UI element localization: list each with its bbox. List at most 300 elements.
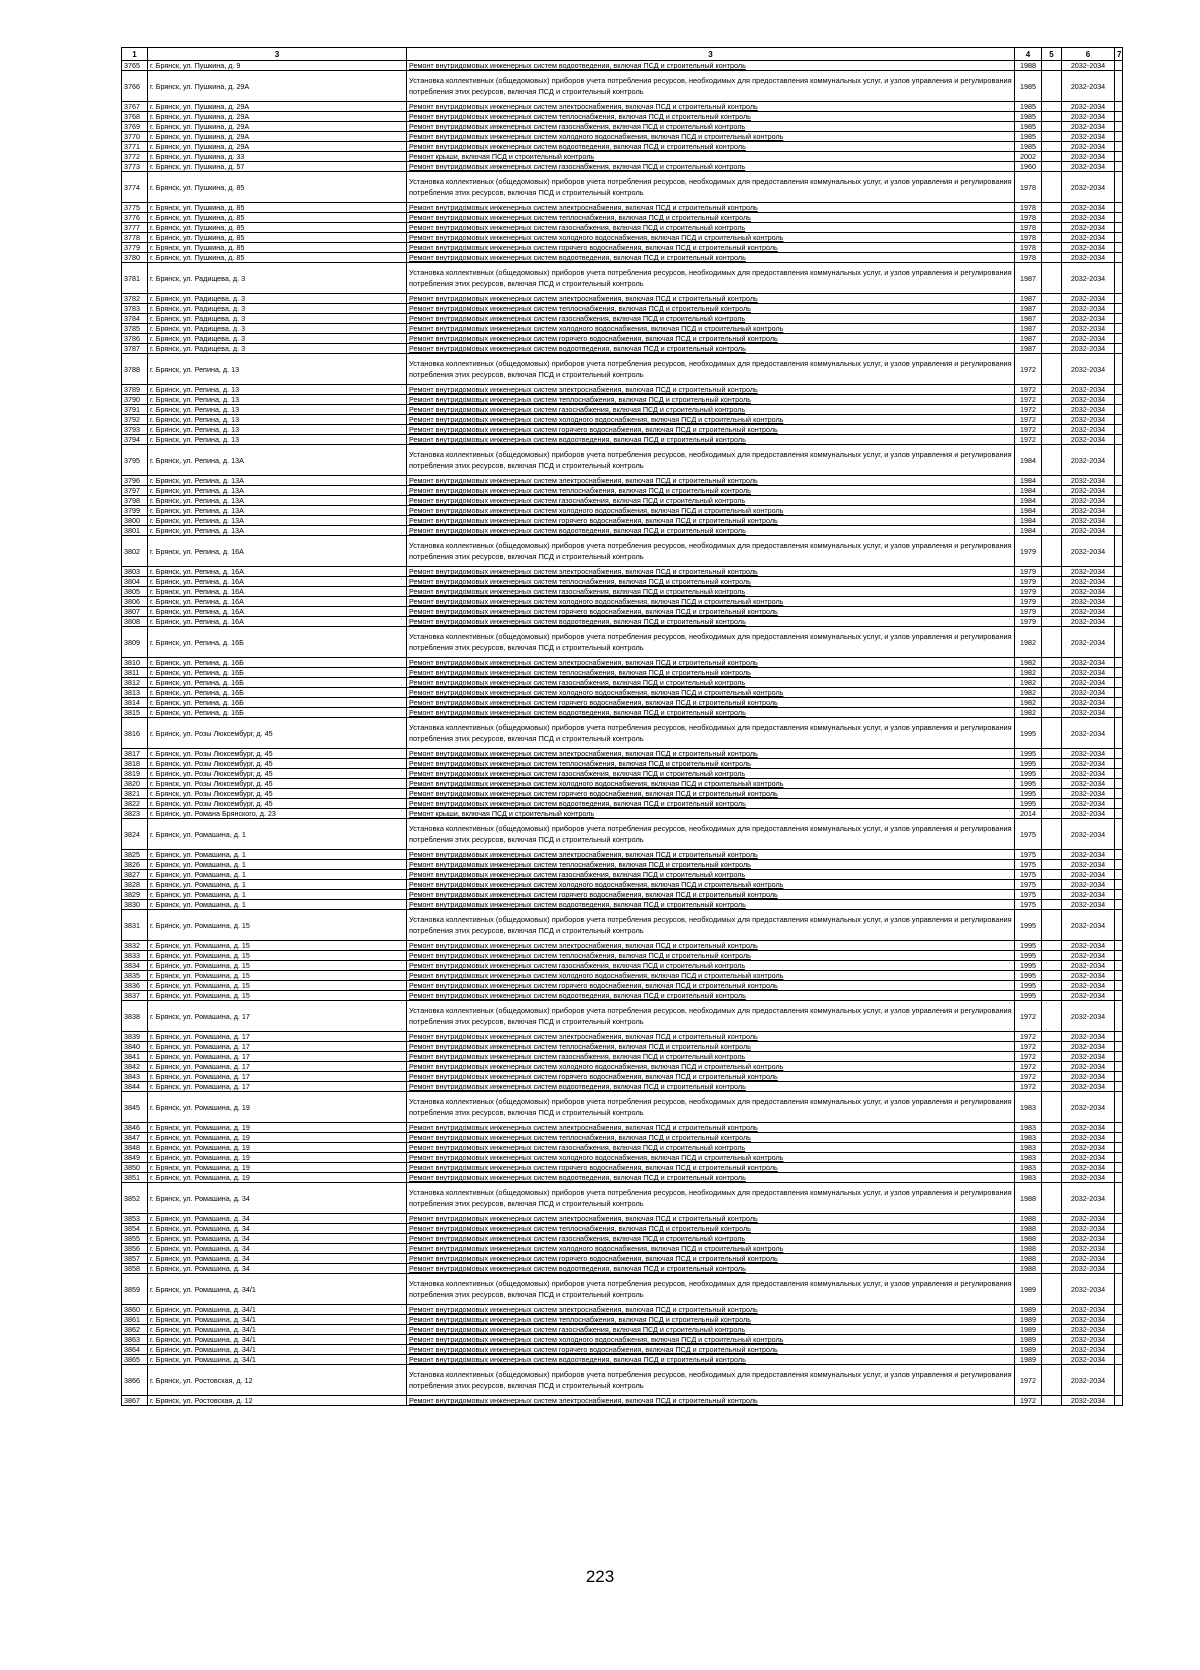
col-7-cell xyxy=(1115,1133,1123,1143)
period-cell: 2032-2034 xyxy=(1062,61,1115,71)
col-7-cell xyxy=(1115,819,1123,850)
period-cell: 2032-2034 xyxy=(1062,122,1115,132)
work-type-cell: Установка коллективных (общедомовых) приборов учета потребления ресурсов, необходимых для предоставления коммунальных услуг, и узлов управления и регулирования потребления этих ресурсов, включая ПСД и строительный контроль xyxy=(407,1365,1015,1396)
work-type-cell: Ремонт внутридомовых инженерных систем холодного водоснабжения, включая ПСД и строительный контроль xyxy=(407,415,1015,425)
col-7-cell xyxy=(1115,1123,1123,1133)
row-number-cell: 3843 xyxy=(122,1072,148,1082)
row-number-cell: 3775 xyxy=(122,203,148,213)
row-number-cell: 3849 xyxy=(122,1153,148,1163)
col-7-cell xyxy=(1115,1052,1123,1062)
year-built-cell: 1985 xyxy=(1015,142,1042,152)
table-row xyxy=(122,779,1123,789)
col-5-cell xyxy=(1042,971,1062,981)
row-number-cell: 3834 xyxy=(122,961,148,971)
col-5-cell xyxy=(1042,1123,1062,1133)
table-row xyxy=(122,1355,1123,1365)
period-cell: 2032-2034 xyxy=(1062,769,1115,779)
col-5-cell xyxy=(1042,1072,1062,1082)
table-row xyxy=(122,445,1123,476)
address-cell: г. Брянск, ул. Репина, д. 13 xyxy=(148,385,407,395)
table-row xyxy=(122,476,1123,486)
period-cell: 2032-2034 xyxy=(1062,870,1115,880)
col-7-cell xyxy=(1115,1325,1123,1335)
col-5-cell xyxy=(1042,587,1062,597)
col-5-cell xyxy=(1042,516,1062,526)
col-5-cell xyxy=(1042,658,1062,668)
col-7-cell xyxy=(1115,890,1123,900)
table-row xyxy=(122,951,1123,961)
year-built-cell: 1985 xyxy=(1015,122,1042,132)
period-cell: 2032-2034 xyxy=(1062,142,1115,152)
table-row xyxy=(122,1052,1123,1062)
year-built-cell: 1972 xyxy=(1015,415,1042,425)
col-5-cell xyxy=(1042,688,1062,698)
period-cell: 2032-2034 xyxy=(1062,971,1115,981)
address-cell: г. Брянск, ул. Ромашина, д. 34 xyxy=(148,1183,407,1214)
row-number-cell: 3807 xyxy=(122,607,148,617)
col-7-cell xyxy=(1115,425,1123,435)
col-5-cell xyxy=(1042,900,1062,910)
col-5-cell xyxy=(1042,536,1062,567)
year-built-cell: 1989 xyxy=(1015,1335,1042,1345)
col-7-cell xyxy=(1115,415,1123,425)
work-type-cell: Установка коллективных (общедомовых) приборов учета потребления ресурсов, необходимых для предоставления коммунальных услуг, и узлов управления и регулирования потребления этих ресурсов, включая ПСД и строительный контроль xyxy=(407,71,1015,102)
period-cell: 2032-2034 xyxy=(1062,425,1115,435)
row-number-cell: 3797 xyxy=(122,486,148,496)
col-7-cell xyxy=(1115,850,1123,860)
period-cell: 2032-2034 xyxy=(1062,577,1115,587)
col-7-cell xyxy=(1115,1305,1123,1315)
table-row xyxy=(122,941,1123,951)
table-row xyxy=(122,294,1123,304)
table-row xyxy=(122,1264,1123,1274)
work-type-cell: Ремонт внутридомовых инженерных систем водоотведения, включая ПСД и строительный контроль xyxy=(407,1264,1015,1274)
work-type-cell: Ремонт внутридомовых инженерных систем холодного водоснабжения, включая ПСД и строительный контроль xyxy=(407,233,1015,243)
col-7-cell xyxy=(1115,900,1123,910)
col-5-cell xyxy=(1042,1355,1062,1365)
year-built-cell: 1975 xyxy=(1015,870,1042,880)
year-built-cell: 1995 xyxy=(1015,779,1042,789)
address-cell: г. Брянск, ул. Репина, д. 13А xyxy=(148,445,407,476)
page-number: 223 xyxy=(585,1567,615,1586)
address-cell: г. Брянск, ул. Репина, д. 13 xyxy=(148,435,407,445)
work-type-cell: Установка коллективных (общедомовых) приборов учета потребления ресурсов, необходимых для предоставления коммунальных услуг, и узлов управления и регулирования потребления этих ресурсов, включая ПСД и строительный контроль xyxy=(407,263,1015,294)
col-7-cell xyxy=(1115,941,1123,951)
work-type-cell: Ремонт крыши, включая ПСД и строительный контроль xyxy=(407,809,1015,819)
row-number-cell: 3809 xyxy=(122,627,148,658)
work-type-cell: Ремонт внутридомовых инженерных систем электроснабжения, включая ПСД и строительный контроль xyxy=(407,658,1015,668)
col-7-cell xyxy=(1115,324,1123,334)
col-7-cell xyxy=(1115,203,1123,213)
year-built-cell: 1985 xyxy=(1015,112,1042,122)
row-number-cell: 3862 xyxy=(122,1325,148,1335)
col-5-cell xyxy=(1042,395,1062,405)
period-cell: 2032-2034 xyxy=(1062,1133,1115,1143)
period-cell: 2032-2034 xyxy=(1062,941,1115,951)
table-row xyxy=(122,1133,1123,1143)
col-7-cell xyxy=(1115,587,1123,597)
col-7-cell xyxy=(1115,1335,1123,1345)
table-row xyxy=(122,304,1123,314)
row-number-cell: 3833 xyxy=(122,951,148,961)
row-number-cell: 3837 xyxy=(122,991,148,1001)
table-row xyxy=(122,567,1123,577)
col-5-cell xyxy=(1042,718,1062,749)
col-5-cell xyxy=(1042,253,1062,263)
address-cell: г. Брянск, ул. Пушкина, д. 29А xyxy=(148,71,407,102)
address-cell: г. Брянск, ул. Розы Люксембург, д. 45 xyxy=(148,799,407,809)
col-5-cell xyxy=(1042,61,1062,71)
col-5-cell xyxy=(1042,476,1062,486)
address-cell: г. Брянск, ул. Репина, д. 16А xyxy=(148,607,407,617)
header-col-4: 4 xyxy=(1015,48,1042,61)
year-built-cell: 1995 xyxy=(1015,769,1042,779)
col-7-cell xyxy=(1115,749,1123,759)
year-built-cell: 1975 xyxy=(1015,880,1042,890)
year-built-cell: 1983 xyxy=(1015,1153,1042,1163)
table-row xyxy=(122,759,1123,769)
work-type-cell: Ремонт внутридомовых инженерных систем холодного водоснабжения, включая ПСД и строительный контроль xyxy=(407,597,1015,607)
row-number-cell: 3848 xyxy=(122,1143,148,1153)
table-row xyxy=(122,152,1123,162)
address-cell: г. Брянск, ул. Репина, д. 16Б xyxy=(148,658,407,668)
col-5-cell xyxy=(1042,314,1062,324)
row-number-cell: 3803 xyxy=(122,567,148,577)
address-cell: г. Брянск, ул. Ромашина, д. 19 xyxy=(148,1173,407,1183)
year-built-cell: 1960 xyxy=(1015,162,1042,172)
address-cell: г. Брянск, ул. Репина, д. 16А xyxy=(148,617,407,627)
work-type-cell: Ремонт внутридомовых инженерных систем электроснабжения, включая ПСД и строительный контроль xyxy=(407,941,1015,951)
table-row xyxy=(122,122,1123,132)
col-5-cell xyxy=(1042,405,1062,415)
row-number-cell: 3782 xyxy=(122,294,148,304)
period-cell: 2032-2034 xyxy=(1062,627,1115,658)
period-cell: 2032-2034 xyxy=(1062,1325,1115,1335)
year-built-cell: 1972 xyxy=(1015,1365,1042,1396)
address-cell: г. Брянск, ул. Ромашина, д. 34/1 xyxy=(148,1335,407,1345)
period-cell: 2032-2034 xyxy=(1062,243,1115,253)
col-5-cell xyxy=(1042,1052,1062,1062)
period-cell: 2032-2034 xyxy=(1062,1264,1115,1274)
period-cell: 2032-2034 xyxy=(1062,304,1115,314)
address-cell: г. Брянск, ул. Ромашина, д. 34/1 xyxy=(148,1315,407,1325)
work-type-cell: Ремонт внутридомовых инженерных систем водоотведения, включая ПСД и строительный контроль xyxy=(407,1173,1015,1183)
table-row xyxy=(122,769,1123,779)
row-number-cell: 3840 xyxy=(122,1042,148,1052)
table-row xyxy=(122,334,1123,344)
row-number-cell: 3810 xyxy=(122,658,148,668)
table-row xyxy=(122,607,1123,617)
year-built-cell: 1984 xyxy=(1015,526,1042,536)
work-type-cell: Ремонт внутридомовых инженерных систем электроснабжения, включая ПСД и строительный контроль xyxy=(407,850,1015,860)
work-type-cell: Ремонт внутридомовых инженерных систем холодного водоснабжения, включая ПСД и строительный контроль xyxy=(407,688,1015,698)
row-number-cell: 3805 xyxy=(122,587,148,597)
work-type-cell: Ремонт внутридомовых инженерных систем теплоснабжения, включая ПСД и строительный контроль xyxy=(407,1042,1015,1052)
row-number-cell: 3786 xyxy=(122,334,148,344)
year-built-cell: 1995 xyxy=(1015,759,1042,769)
year-built-cell: 1972 xyxy=(1015,385,1042,395)
period-cell: 2032-2034 xyxy=(1062,152,1115,162)
table-row xyxy=(122,860,1123,870)
table-row xyxy=(122,1315,1123,1325)
table-row xyxy=(122,718,1123,749)
table-row xyxy=(122,1254,1123,1264)
year-built-cell: 1979 xyxy=(1015,607,1042,617)
row-number-cell: 3829 xyxy=(122,890,148,900)
table-row xyxy=(122,1335,1123,1345)
work-type-cell: Ремонт внутридомовых инженерных систем холодного водоснабжения, включая ПСД и строительный контроль xyxy=(407,506,1015,516)
table-row xyxy=(122,425,1123,435)
row-number-cell: 3812 xyxy=(122,678,148,688)
col-5-cell xyxy=(1042,779,1062,789)
work-type-cell: Ремонт внутридомовых инженерных систем электроснабжения, включая ПСД и строительный контроль xyxy=(407,749,1015,759)
period-cell: 2032-2034 xyxy=(1062,233,1115,243)
year-built-cell: 1978 xyxy=(1015,233,1042,243)
row-number-cell: 3820 xyxy=(122,779,148,789)
table-row xyxy=(122,1072,1123,1082)
table-row xyxy=(122,1163,1123,1173)
col-5-cell xyxy=(1042,162,1062,172)
table-row xyxy=(122,395,1123,405)
work-type-cell: Установка коллективных (общедомовых) приборов учета потребления ресурсов, необходимых для предоставления коммунальных услуг, и узлов управления и регулирования потребления этих ресурсов, включая ПСД и строительный контроль xyxy=(407,1274,1015,1305)
col-7-cell xyxy=(1115,142,1123,152)
col-5-cell xyxy=(1042,789,1062,799)
year-built-cell: 1983 xyxy=(1015,1123,1042,1133)
col-5-cell xyxy=(1042,243,1062,253)
col-5-cell xyxy=(1042,819,1062,850)
col-5-cell xyxy=(1042,668,1062,678)
period-cell: 2032-2034 xyxy=(1062,71,1115,102)
table-row xyxy=(122,1345,1123,1355)
col-7-cell xyxy=(1115,1274,1123,1305)
col-7-cell xyxy=(1115,961,1123,971)
work-type-cell: Ремонт внутридомовых инженерных систем холодного водоснабжения, включая ПСД и строительный контроль xyxy=(407,132,1015,142)
year-built-cell: 1995 xyxy=(1015,941,1042,951)
year-built-cell: 1983 xyxy=(1015,1133,1042,1143)
period-cell: 2032-2034 xyxy=(1062,1244,1115,1254)
row-number-cell: 3773 xyxy=(122,162,148,172)
row-number-cell: 3864 xyxy=(122,1345,148,1355)
year-built-cell: 1978 xyxy=(1015,172,1042,203)
col-7-cell xyxy=(1115,688,1123,698)
table-row xyxy=(122,1274,1123,1305)
period-cell: 2032-2034 xyxy=(1062,223,1115,233)
capital-repair-table xyxy=(121,47,1123,1406)
table-row xyxy=(122,506,1123,516)
address-cell: г. Брянск, ул. Ромашина, д. 1 xyxy=(148,900,407,910)
col-5-cell xyxy=(1042,334,1062,344)
col-5-cell xyxy=(1042,1234,1062,1244)
period-cell: 2032-2034 xyxy=(1062,314,1115,324)
header-col-3: 3 xyxy=(407,48,1015,61)
row-number-cell: 3825 xyxy=(122,850,148,860)
address-cell: г. Брянск, ул. Розы Люксембург, д. 45 xyxy=(148,779,407,789)
document-sheet xyxy=(121,47,1122,1406)
row-number-cell: 3790 xyxy=(122,395,148,405)
year-built-cell: 1989 xyxy=(1015,1315,1042,1325)
address-cell: г. Брянск, ул. Репина, д. 13А xyxy=(148,516,407,526)
table-row xyxy=(122,1082,1123,1092)
work-type-cell: Ремонт крыши, включая ПСД и строительный контроль xyxy=(407,152,1015,162)
work-type-cell: Ремонт внутридомовых инженерных систем горячего водоснабжения, включая ПСД и строительный контроль xyxy=(407,890,1015,900)
period-cell: 2032-2034 xyxy=(1062,1092,1115,1123)
work-type-cell: Ремонт внутридомовых инженерных систем холодного водоснабжения, включая ПСД и строительный контроль xyxy=(407,1153,1015,1163)
col-7-cell xyxy=(1115,789,1123,799)
col-7-cell xyxy=(1115,496,1123,506)
period-cell: 2032-2034 xyxy=(1062,1355,1115,1365)
col-5-cell xyxy=(1042,102,1062,112)
year-built-cell: 1995 xyxy=(1015,789,1042,799)
col-5-cell xyxy=(1042,1396,1062,1406)
work-type-cell: Ремонт внутридомовых инженерных систем холодного водоснабжения, включая ПСД и строительный контроль xyxy=(407,324,1015,334)
table-row xyxy=(122,415,1123,425)
address-cell: г. Брянск, ул. Ромашина, д. 17 xyxy=(148,1052,407,1062)
col-5-cell xyxy=(1042,233,1062,243)
col-5-cell xyxy=(1042,1092,1062,1123)
year-built-cell: 1972 xyxy=(1015,425,1042,435)
year-built-cell: 1982 xyxy=(1015,627,1042,658)
table-row xyxy=(122,354,1123,385)
period-cell: 2032-2034 xyxy=(1062,344,1115,354)
work-type-cell: Установка коллективных (общедомовых) приборов учета потребления ресурсов, необходимых для предоставления коммунальных услуг, и узлов управления и регулирования потребления этих ресурсов, включая ПСД и строительный контроль xyxy=(407,627,1015,658)
year-built-cell: 1972 xyxy=(1015,1072,1042,1082)
col-7-cell xyxy=(1115,253,1123,263)
table-row xyxy=(122,1244,1123,1254)
row-number-cell: 3831 xyxy=(122,910,148,941)
year-built-cell: 1978 xyxy=(1015,203,1042,213)
address-cell: г. Брянск, ул. Ромашина, д. 34/1 xyxy=(148,1355,407,1365)
table-row xyxy=(122,1183,1123,1214)
address-cell: г. Брянск, ул. Ромашина, д. 34/1 xyxy=(148,1305,407,1315)
col-7-cell xyxy=(1115,334,1123,344)
table-row xyxy=(122,819,1123,850)
row-number-cell: 3845 xyxy=(122,1092,148,1123)
col-5-cell xyxy=(1042,880,1062,890)
table-row xyxy=(122,1153,1123,1163)
col-7-cell xyxy=(1115,385,1123,395)
address-cell: г. Брянск, ул. Репина, д. 16А xyxy=(148,567,407,577)
address-cell: г. Брянск, ул. Ромашина, д. 19 xyxy=(148,1143,407,1153)
work-type-cell: Ремонт внутридомовых инженерных систем газоснабжения, включая ПСД и строительный контроль xyxy=(407,122,1015,132)
table-row xyxy=(122,991,1123,1001)
table-row xyxy=(122,1234,1123,1244)
address-cell: г. Брянск, ул. Ромашина, д. 34 xyxy=(148,1224,407,1234)
table-row xyxy=(122,385,1123,395)
year-built-cell: 1984 xyxy=(1015,516,1042,526)
table-row xyxy=(122,1042,1123,1052)
table-row xyxy=(122,1214,1123,1224)
work-type-cell: Ремонт внутридомовых инженерных систем электроснабжения, включая ПСД и строительный контроль xyxy=(407,1396,1015,1406)
period-cell: 2032-2034 xyxy=(1062,850,1115,860)
col-7-cell xyxy=(1115,112,1123,122)
year-built-cell: 1982 xyxy=(1015,678,1042,688)
work-type-cell: Установка коллективных (общедомовых) приборов учета потребления ресурсов, необходимых для предоставления коммунальных услуг, и узлов управления и регулирования потребления этих ресурсов, включая ПСД и строительный контроль xyxy=(407,1092,1015,1123)
col-5-cell xyxy=(1042,1264,1062,1274)
col-5-cell xyxy=(1042,759,1062,769)
year-built-cell: 1987 xyxy=(1015,294,1042,304)
work-type-cell: Установка коллективных (общедомовых) приборов учета потребления ресурсов, необходимых для предоставления коммунальных услуг, и узлов управления и регулирования потребления этих ресурсов, включая ПСД и строительный контроль xyxy=(407,1001,1015,1032)
address-cell: г. Брянск, ул. Розы Люксембург, д. 45 xyxy=(148,789,407,799)
row-number-cell: 3799 xyxy=(122,506,148,516)
col-7-cell xyxy=(1115,435,1123,445)
col-7-cell xyxy=(1115,1062,1123,1072)
period-cell: 2032-2034 xyxy=(1062,1396,1115,1406)
col-5-cell xyxy=(1042,344,1062,354)
year-built-cell: 1982 xyxy=(1015,668,1042,678)
col-5-cell xyxy=(1042,1133,1062,1143)
col-7-cell xyxy=(1115,1345,1123,1355)
period-cell: 2032-2034 xyxy=(1062,799,1115,809)
row-number-cell: 3813 xyxy=(122,688,148,698)
col-7-cell xyxy=(1115,1072,1123,1082)
year-built-cell: 2002 xyxy=(1015,152,1042,162)
period-cell: 2032-2034 xyxy=(1062,567,1115,577)
table-row xyxy=(122,627,1123,658)
col-7-cell xyxy=(1115,658,1123,668)
work-type-cell: Ремонт внутридомовых инженерных систем горячего водоснабжения, включая ПСД и строительный контроль xyxy=(407,334,1015,344)
address-cell: г. Брянск, ул. Репина, д. 13 xyxy=(148,415,407,425)
col-5-cell xyxy=(1042,1042,1062,1052)
work-type-cell: Ремонт внутридомовых инженерных систем водоотведения, включая ПСД и строительный контроль xyxy=(407,435,1015,445)
table-row xyxy=(122,789,1123,799)
work-type-cell: Ремонт внутридомовых инженерных систем электроснабжения, включая ПСД и строительный контроль xyxy=(407,567,1015,577)
col-5-cell xyxy=(1042,1001,1062,1032)
table-row xyxy=(122,344,1123,354)
row-number-cell: 3814 xyxy=(122,698,148,708)
period-cell: 2032-2034 xyxy=(1062,668,1115,678)
work-type-cell: Ремонт внутридомовых инженерных систем электроснабжения, включая ПСД и строительный контроль xyxy=(407,1305,1015,1315)
row-number-cell: 3832 xyxy=(122,941,148,951)
address-cell: г. Брянск, ул. Ростовская, д. 12 xyxy=(148,1365,407,1396)
address-cell: г. Брянск, ул. Радищева, д. 3 xyxy=(148,263,407,294)
address-cell: г. Брянск, ул. Репина, д. 13А xyxy=(148,506,407,516)
period-cell: 2032-2034 xyxy=(1062,263,1115,294)
col-7-cell xyxy=(1115,678,1123,688)
work-type-cell: Ремонт внутридомовых инженерных систем горячего водоснабжения, включая ПСД и строительный контроль xyxy=(407,425,1015,435)
col-5-cell xyxy=(1042,445,1062,476)
col-5-cell xyxy=(1042,1062,1062,1072)
row-number-cell: 3791 xyxy=(122,405,148,415)
work-type-cell: Ремонт внутридомовых инженерных систем газоснабжения, включая ПСД и строительный контроль xyxy=(407,769,1015,779)
row-number-cell: 3846 xyxy=(122,1123,148,1133)
work-type-cell: Ремонт внутридомовых инженерных систем электроснабжения, включая ПСД и строительный контроль xyxy=(407,294,1015,304)
work-type-cell: Ремонт внутридомовых инженерных систем теплоснабжения, включая ПСД и строительный контроль xyxy=(407,486,1015,496)
row-number-cell: 3800 xyxy=(122,516,148,526)
col-7-cell xyxy=(1115,405,1123,415)
col-7-cell xyxy=(1115,1396,1123,1406)
address-cell: г. Брянск, ул. Радищева, д. 3 xyxy=(148,334,407,344)
row-number-cell: 3823 xyxy=(122,809,148,819)
work-type-cell: Ремонт внутридомовых инженерных систем горячего водоснабжения, включая ПСД и строительный контроль xyxy=(407,1072,1015,1082)
work-type-cell: Ремонт внутридомовых инженерных систем водоотведения, включая ПСД и строительный контроль xyxy=(407,1082,1015,1092)
work-type-cell: Установка коллективных (общедомовых) приборов учета потребления ресурсов, необходимых для предоставления коммунальных услуг, и узлов управления и регулирования потребления этих ресурсов, включая ПСД и строительный контроль xyxy=(407,718,1015,749)
col-7-cell xyxy=(1115,809,1123,819)
table-row xyxy=(122,213,1123,223)
address-cell: г. Брянск, ул. Репина, д. 16Б xyxy=(148,708,407,718)
work-type-cell: Ремонт внутридомовых инженерных систем холодного водоснабжения, включая ПСД и строительный контроль xyxy=(407,779,1015,789)
year-built-cell: 1984 xyxy=(1015,476,1042,486)
row-number-cell: 3860 xyxy=(122,1305,148,1315)
work-type-cell: Ремонт внутридомовых инженерных систем водоотведения, включая ПСД и строительный контроль xyxy=(407,799,1015,809)
address-cell: г. Брянск, ул. Репина, д. 16А xyxy=(148,587,407,597)
work-type-cell: Ремонт внутридомовых инженерных систем холодного водоснабжения, включая ПСД и строительный контроль xyxy=(407,880,1015,890)
year-built-cell: 1978 xyxy=(1015,223,1042,233)
row-number-cell: 3774 xyxy=(122,172,148,203)
address-cell: г. Брянск, ул. Ромашина, д. 17 xyxy=(148,1032,407,1042)
period-cell: 2032-2034 xyxy=(1062,1315,1115,1325)
work-type-cell: Ремонт внутридомовых инженерных систем теплоснабжения, включая ПСД и строительный контроль xyxy=(407,213,1015,223)
period-cell: 2032-2034 xyxy=(1062,688,1115,698)
